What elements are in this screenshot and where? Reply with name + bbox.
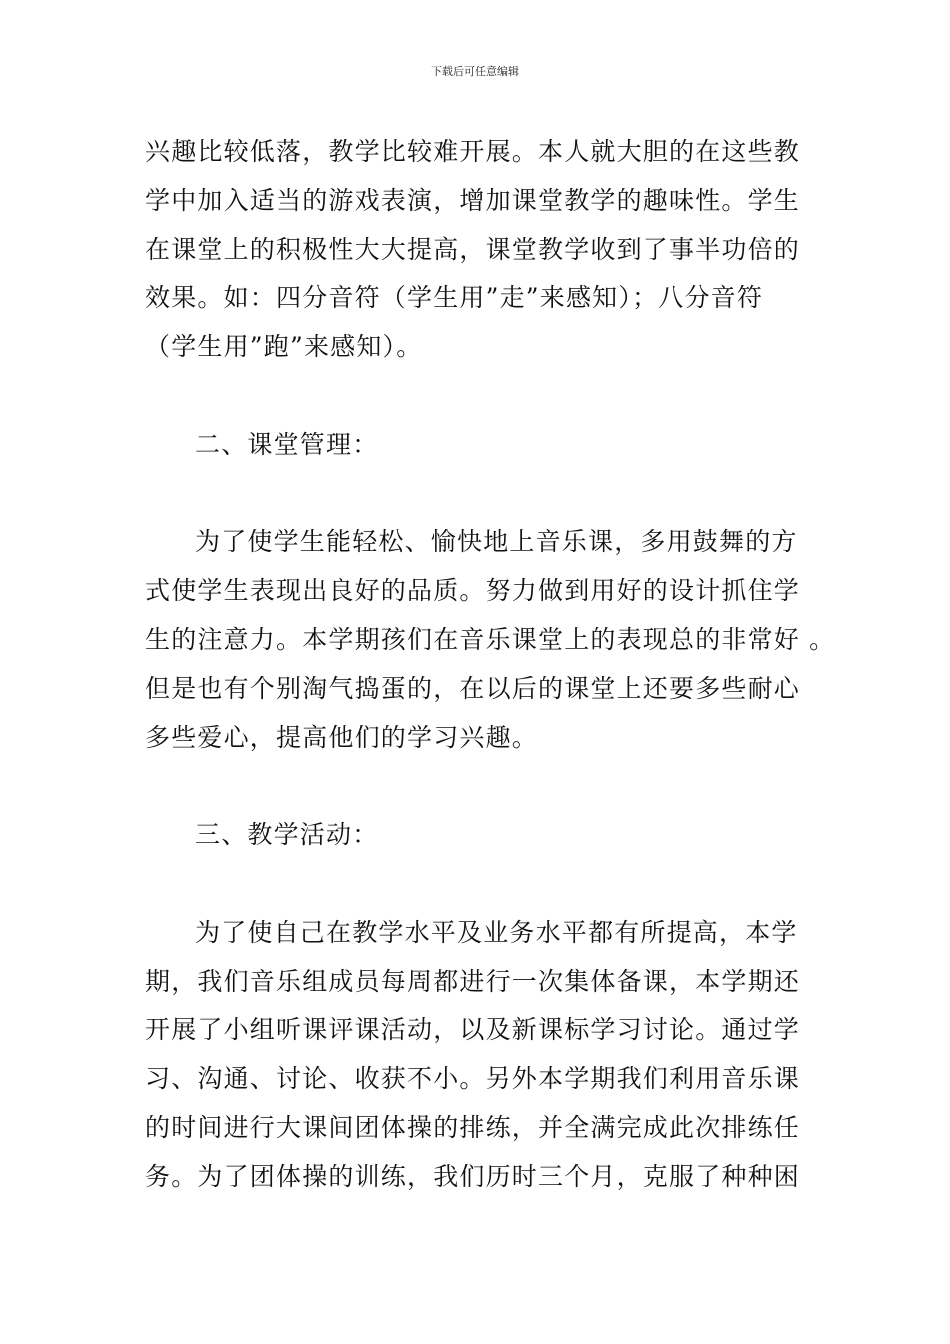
- paragraph-line: 期，我们音乐组成员每周都进行一次集体备课，本学期还: [145, 966, 801, 996]
- paragraph-line: 务。为了团体操的训练，我们历时三个月，克服了种种困: [145, 1161, 801, 1191]
- document-body: [145, 128, 836, 1202]
- paragraph-line: 习、沟通、讨论、收获不小。另外本学期我们利用音乐课: [145, 1064, 801, 1094]
- section-heading-classroom-management: 二、课堂管理：: [195, 429, 379, 459]
- blank-line: [145, 372, 815, 421]
- paragraph-3: [145, 909, 815, 1202]
- paragraph-line: 多些爱心，提高他们的学习兴趣。: [145, 722, 539, 752]
- paragraph-line: 生的注意力。本学期孩们在音乐课堂上的表现总的非常好 。: [145, 624, 836, 654]
- paragraph-2: [145, 518, 836, 762]
- blank-line: [145, 762, 815, 811]
- paragraph-1: [145, 128, 815, 372]
- paragraph-line: 学中加入适当的游戏表演，增加课堂教学的趣味性。学生: [145, 185, 801, 215]
- paragraph-line: 为了使学生能轻松、愉快地上音乐课，多用鼓舞的方: [195, 527, 798, 557]
- paragraph-line: 式使学生表现出良好的品质。努力做到用好的设计抓住学: [145, 576, 801, 606]
- paragraph-line: 效果。如：四分音符（学生用”走”来感知）；八分音符: [145, 283, 764, 313]
- paragraph-line: 兴趣比较低落，教学比较难开展。本人就大胆的在这些教: [145, 137, 801, 166]
- paragraph-line: 为了使自己在教学水平及业务水平都有所提高，本学: [195, 917, 798, 947]
- blank-line: [145, 860, 815, 909]
- paragraph-line: 在课堂上的积极性大大提高，课堂教学收到了事半功倍的: [145, 234, 801, 264]
- page-header: 下载后可任意编辑: [431, 65, 519, 78]
- section-heading-teaching-activities: 三、教学活动：: [195, 820, 379, 850]
- paragraph-line: 的时间进行大课间团体操的排练，并全满完成此次排练任: [145, 1112, 801, 1142]
- paragraph-line: （学生用”跑”来感知）。: [145, 332, 423, 362]
- blank-line: [145, 470, 815, 519]
- paragraph-line: 但是也有个别淘气捣蛋的，在以后的课堂上还要多些耐心: [145, 673, 801, 703]
- paragraph-line: 开展了小组听课评课活动，以及新课标学习讨论。通过学: [145, 1015, 801, 1045]
